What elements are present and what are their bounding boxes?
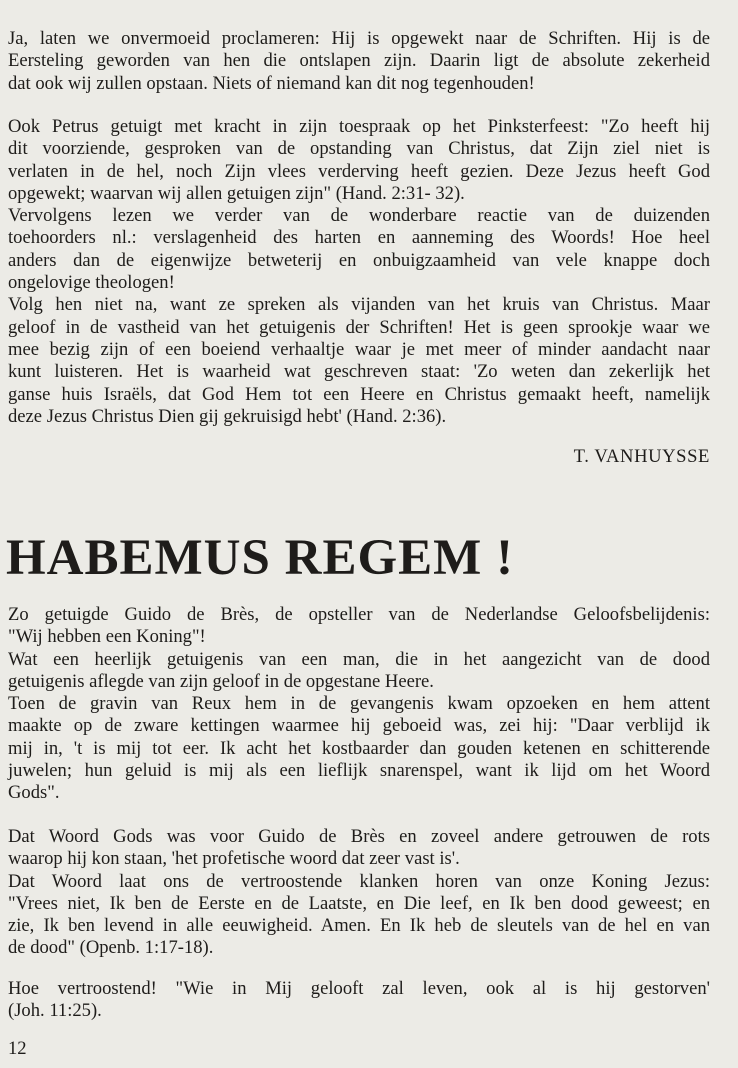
article1-paragraph-1 [8,28,710,95]
text-line: kunt luisteren. Het is waarheid wat geschreven staat: 'Zo weten dan zekerlijk het [8,361,710,383]
text-line: de dood" (Openb. 1:17-18). [8,937,214,959]
text-line: mij in, 't is mij tot eer. Ik acht het kostbaarder dan gouden ketenen en schitterende [8,737,710,759]
text-line: Hoe vertroostend! "Wie in Mij gelooft zal leven, ook al is hij gestorven' [8,978,710,999]
text-line: zie, Ik ben levend in alle eeuwigheid. Amen. En Ik heb de sleutels van de hel en van [8,915,710,937]
text-line: ongelovige theologen! [8,272,175,294]
article2-paragraph-2 [8,826,710,960]
text-line: juwelen; hun geluid is mij als een lieflijk snarenspel, want ik lijd om het Woord [8,760,710,782]
text-line: Eersteling geworden van hen die ontslapen zijn. Daarin ligt de absolute zekerheid [8,50,710,72]
text-line: deze Jezus Christus Dien gij gekruisigd hebt' (Hand. 2:36). [8,405,447,427]
text-line: Toen de gravin van Reux hem in de gevangenis kwam opzoeken en hem attent [8,693,710,715]
article2-paragraph-3 [8,978,710,1023]
article2-paragraph-1 [8,604,710,805]
text-line: toehoorders nl.: verslagenheid des harten en aanneming des Woords! Hoe heel [8,227,710,249]
text-line: Ja, laten we onvermoeid proclameren: Hij is opgewekt naar de Schriften. Hij is de [8,28,710,49]
text-line: "Wij hebben een Koning"! [8,626,206,648]
text-line: "Vrees niet, Ik ben de Eerste en de Laatste, en Die leef, en Ik ben dood geweest; en [8,892,710,914]
text-line: Vervolgens lezen we verder van de wonderbare reactie van de duizenden [8,205,710,227]
text-line: anders dan de eigenwijze betweterij en onbuigzaamheid van vele knappe doch [8,249,710,271]
text-line: getuigenis aflegde van zijn geloof in de opgestane Heere. [8,670,434,692]
text-line: Dat Woord laat ons de vertroostende klanken horen van onze Koning Jezus: [8,870,710,892]
text-line: verlaten in de hel, noch Zijn vlees verderving heeft gezien. Deze Jezus heeft God [8,160,710,182]
text-line: Ook Petrus getuigt met kracht in zijn toespraak op het Pinksterfeest: "Zo heeft hij [8,116,710,137]
text-line: Zo getuigde Guido de Brès, de opsteller van de Nederlandse Geloofsbelijdenis: [8,604,710,625]
text-line: Dat Woord Gods was voor Guido de Brès en zoveel andere getrouwen de rots [8,826,710,847]
text-line: Wat een heerlijk getuigenis van een man, die in het aangezicht van de dood [8,648,710,670]
text-line: mee bezig zijn of een boeiend verhaaltje waar je met meer of minder aandacht naar [8,338,710,360]
text-line: ganse huis Israëls, dat God Hem tot een Heere en Christus gemaakt heeft, namelijk [8,383,710,405]
text-line: dat ook wij zullen opstaan. Niets of niemand kan dit nog tegenhouden! [8,72,535,94]
author-signature: T. VANHUYSSE [573,446,710,467]
text-line: opgewekt; waarvan wij allen getuigen zijn" (Hand. 2:31- 32). [8,182,465,204]
text-line: maakte op de zware kettingen waarmee hij geboeid was, zei hij: "Daar verblijd ik [8,715,710,737]
text-line: dit voorziende, gesproken van de opstanding van Christus, dat Zijn ziel niet is [8,138,710,160]
page-number: 12 [8,1038,27,1059]
text-line: waarop hij kon staan, 'het profetische woord dat zeer vast is'. [8,848,460,870]
text-line: (Joh. 11:25). [8,1000,102,1022]
article1-paragraph-2 [8,116,710,428]
article-title: HABEMUS REGEM ! [6,530,515,586]
text-line: Volg hen niet na, want ze spreken als vijanden van het kruis van Christus. Maar [8,294,710,316]
text-line: Gods". [8,782,60,804]
text-line: geloof in de vastheid van het getuigenis der Schriften! Het is geen sprookje waar we [8,316,710,338]
